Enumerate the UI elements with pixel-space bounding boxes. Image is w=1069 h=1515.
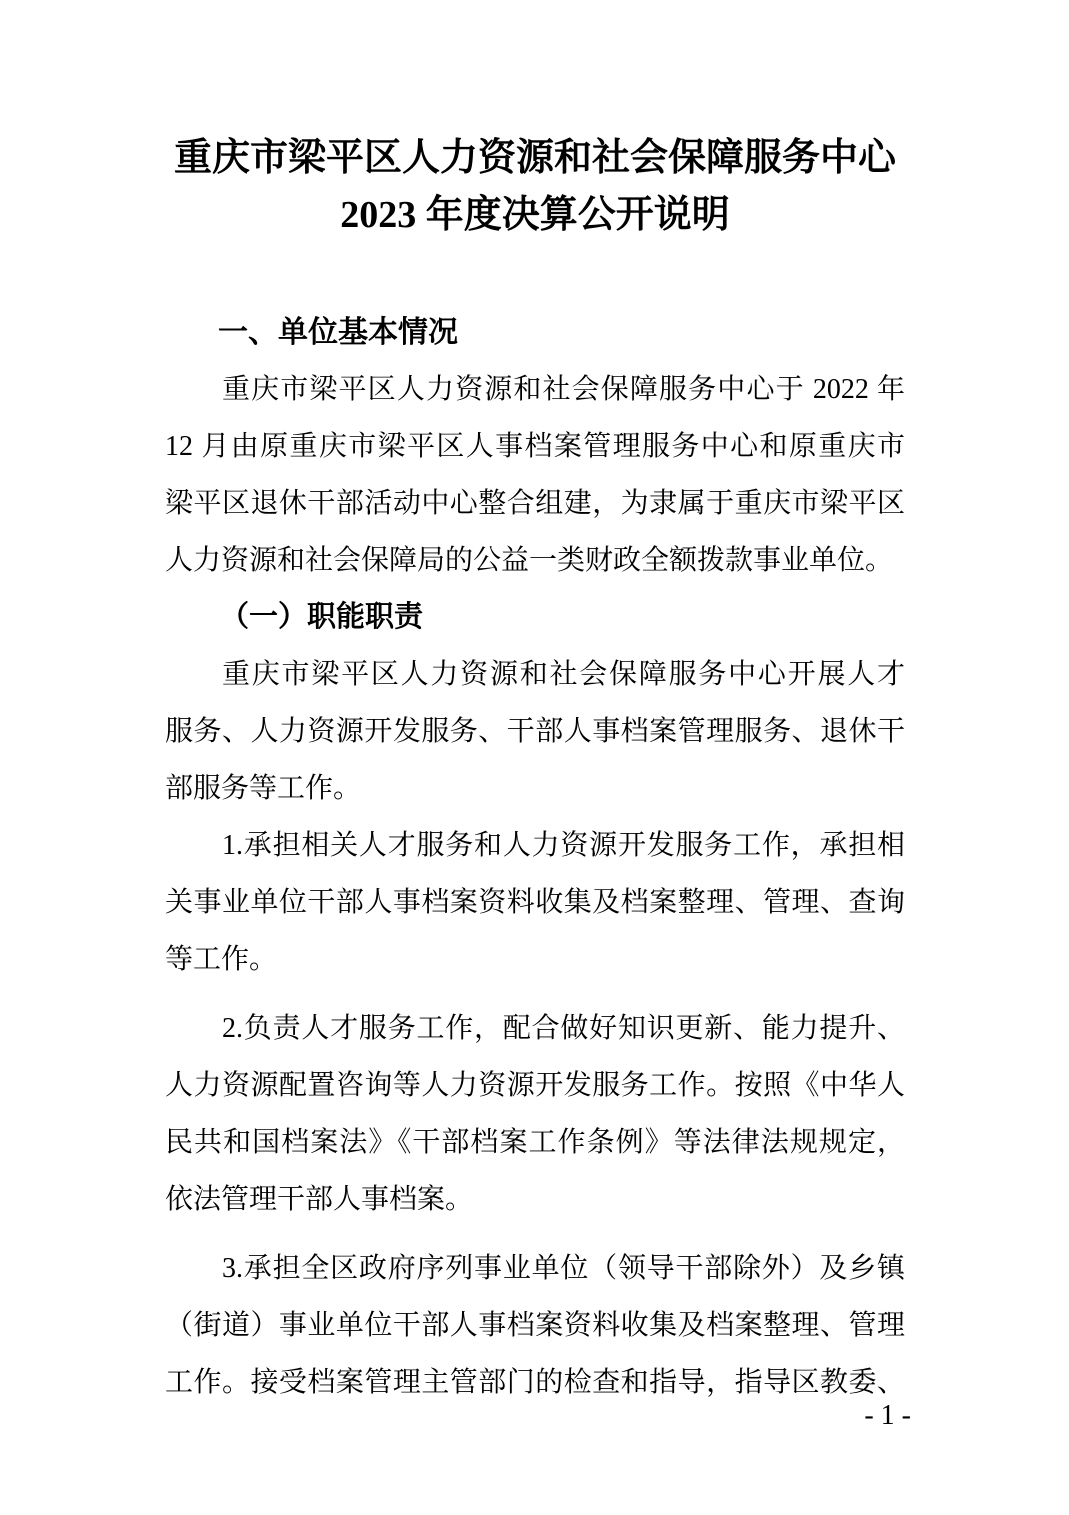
body-line: 依法管理干部人事档案。 bbox=[165, 1184, 474, 1215]
sub-section-heading: （一）职能职责 bbox=[220, 601, 424, 633]
page-number: - 1 - bbox=[864, 1400, 911, 1431]
document-title bbox=[165, 130, 905, 244]
body-line: 人力资源和社会保障局的公益一类财政全额拨款事业单位。 bbox=[165, 545, 894, 576]
body-line: 人力资源配置咨询等人力资源开发服务工作。按照《中华人 bbox=[165, 1070, 905, 1101]
body-line: 服务、人力资源开发服务、干部人事档案管理服务、退休干 bbox=[165, 716, 905, 747]
body-line: 梁平区退休干部活动中心整合组建，为隶属于重庆市梁平区 bbox=[165, 488, 905, 519]
body-line: 重庆市梁平区人力资源和社会保障服务中心开展人才 bbox=[222, 659, 905, 690]
body-line: 等工作。 bbox=[165, 944, 278, 975]
body-line: 2.负责人才服务工作，配合做好知识更新、能力提升、 bbox=[222, 1013, 905, 1044]
body-line: 3.承担全区政府序列事业单位（领导干部除外）及乡镇 bbox=[222, 1253, 905, 1284]
title-line-2: 2023 年度决算公开说明 bbox=[340, 194, 730, 236]
body-line: （街道）事业单位干部人事档案资料收集及档案整理、管理 bbox=[165, 1310, 905, 1341]
paragraph bbox=[165, 1240, 905, 1411]
body-line: 部服务等工作。 bbox=[165, 773, 362, 804]
body-line: 1.承担相关人才服务和人力资源开发服务工作，承担相 bbox=[222, 830, 905, 861]
body-line: 民共和国档案法》《干部档案工作条例》等法律法规规定， bbox=[165, 1127, 905, 1158]
paragraph bbox=[165, 646, 905, 817]
paragraph bbox=[165, 361, 905, 589]
title-line-1: 重庆市梁平区人力资源和社会保障服务中心 bbox=[173, 137, 896, 179]
body-line: 关事业单位干部人事档案资料收集及档案整理、管理、查询 bbox=[165, 887, 905, 918]
body-line: 12 月由原重庆市梁平区人事档案管理服务中心和原重庆市 bbox=[165, 431, 905, 462]
section-heading: 一、单位基本情况 bbox=[218, 316, 458, 349]
paragraph bbox=[165, 1000, 905, 1228]
body-line: 重庆市梁平区人力资源和社会保障服务中心于 2022 年 bbox=[222, 374, 905, 405]
body-line: 工作。接受档案管理主管部门的检查和指导，指导区教委、 bbox=[165, 1367, 905, 1398]
paragraph bbox=[165, 817, 905, 988]
